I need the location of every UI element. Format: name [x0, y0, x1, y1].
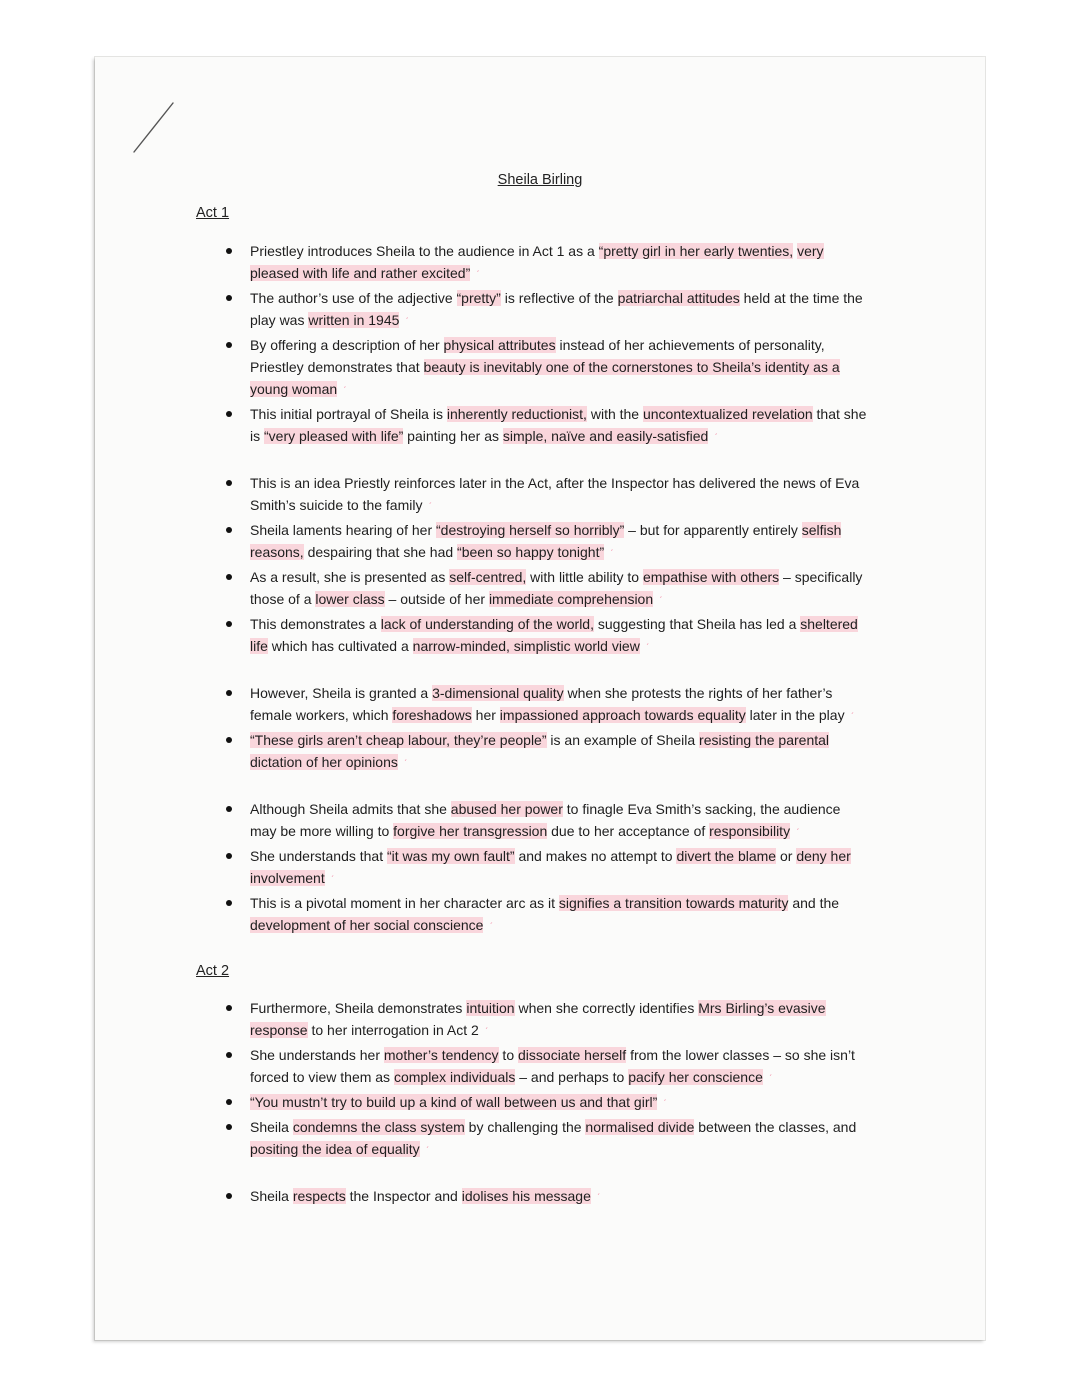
act-2-heading: Act 2 — [196, 963, 230, 979]
highlight-tick-mark: ˊ — [476, 270, 480, 281]
text-run: when she protests the rights of her father’s female workers, which — [250, 685, 833, 723]
highlighted-text: very pleased with life and rather excited” — [250, 243, 824, 281]
text-run: to her interrogation in Act 2 — [307, 1022, 479, 1038]
highlighted-text: Mrs Birling’s evasive response — [250, 1000, 826, 1038]
highlighted-text: respects — [292, 1188, 346, 1204]
highlighted-text: abused her power — [450, 801, 563, 817]
highlighted-text: simple, naïve and easily-satisfied — [502, 428, 709, 444]
bullet-item — [250, 287, 870, 334]
text-run: Although Sheila admits that she — [250, 801, 451, 817]
text-run: Priestley introduces Sheila to the audience in Act 1 as a — [250, 243, 599, 259]
text-run: Furthermore, Sheila demonstrates — [250, 1000, 467, 1016]
highlighted-text: self-centred, — [449, 569, 527, 585]
highlighted-text: 3-dimensional quality — [432, 685, 564, 701]
text-run: As a result, she is presented as — [250, 569, 450, 585]
bullet-item — [250, 845, 870, 892]
text-run: from the lower classes – so she isn’t forced to view them as — [250, 1047, 855, 1085]
act-2-bullet-list — [250, 997, 870, 1210]
text-run: This is an idea Priestly reinforces later in the Act, after the Inspector has delivered the news of Eva Smith’s suicide to the family — [250, 475, 860, 513]
highlighted-text: written in 1945 — [308, 312, 400, 328]
text-run: She understands that — [250, 848, 387, 864]
highlight-tick-mark: ˊ — [489, 922, 493, 933]
highlight-tick-mark: ˊ — [714, 433, 718, 444]
bullet-item — [250, 1091, 870, 1116]
text-run: held at the time the play was — [250, 290, 863, 328]
text-run: or — [776, 848, 797, 864]
highlighted-text: “pretty” — [456, 290, 501, 306]
bullet-item — [250, 892, 870, 939]
highlighted-text: idolises his message — [461, 1188, 591, 1204]
highlight-tick-mark: ˊ — [610, 549, 614, 560]
highlighted-text: development of her social conscience — [250, 917, 484, 933]
highlighted-text: pacify her conscience — [628, 1069, 763, 1085]
bullet-item — [250, 334, 870, 403]
text-run: and the — [788, 895, 840, 911]
highlighted-text: forgive her transgression — [393, 823, 548, 839]
highlighted-text: “destroying herself so horribly” — [436, 522, 625, 538]
highlighted-text: deny her involvement — [250, 848, 851, 886]
text-run: to finagle Eva Smith’s sacking, the audience may be more willing to — [250, 801, 841, 839]
text-run: By offering a description of her — [250, 337, 444, 353]
text-run: by challenging the — [464, 1119, 586, 1135]
highlighted-text: normalised divide — [585, 1119, 695, 1135]
text-run: due to her acceptance of — [547, 823, 710, 839]
highlighted-text: inherently reductionist, — [446, 406, 587, 422]
highlighted-text: patriarchal attitudes — [617, 290, 740, 306]
highlighted-text: empathise with others — [642, 569, 780, 585]
highlight-tick-mark: ˊ — [484, 1027, 489, 1038]
bullet-item — [250, 729, 870, 776]
highlighted-text: “very pleased with life” — [264, 428, 404, 444]
bullet-item — [250, 519, 870, 566]
text-run: This demonstrates a — [250, 616, 381, 632]
text-run: suggesting that Sheila has led a — [593, 616, 801, 632]
text-run: is reflective of the — [500, 290, 618, 306]
text-run: despairing that she had — [303, 544, 458, 560]
text-run: instead of her achievements of personality, Priestley demonstrates that — [250, 337, 825, 375]
highlight-tick-mark: ˊ — [405, 317, 409, 328]
text-run: Sheila — [250, 1188, 293, 1204]
act-1-bullet-list — [250, 240, 870, 939]
text-run: which has cultivated a — [267, 638, 413, 654]
highlighted-text: “been so happy tonight” — [457, 544, 605, 560]
text-run: This initial portrayal of Sheila is — [250, 406, 447, 422]
highlight-tick-mark: ˊ — [659, 596, 663, 607]
text-run: Sheila laments hearing of her — [250, 522, 436, 538]
highlight-tick-mark: ˊ — [768, 1074, 773, 1085]
highlighted-text: intuition — [466, 1000, 515, 1016]
highlight-tick-mark: ˊ — [343, 386, 347, 397]
text-run: However, Sheila is granted a — [250, 685, 433, 701]
bullet-item — [250, 1185, 870, 1210]
bullet-item — [250, 1044, 870, 1091]
text-run: Sheila — [250, 1119, 293, 1135]
act-1-heading: Act 1 — [196, 205, 230, 221]
highlighted-text: signifies a transition towards maturity — [558, 895, 789, 911]
highlight-tick-mark: ˊ — [645, 643, 650, 654]
pen-stroke-mark — [128, 100, 178, 160]
highlighted-text: “pretty girl in her early twenties, — [598, 243, 794, 259]
highlighted-text: positing the idea of equality — [250, 1141, 420, 1157]
text-run: painting her as — [403, 428, 503, 444]
text-run: her — [471, 707, 500, 723]
page-title: Sheila Birling — [497, 172, 583, 188]
highlighted-text: sheltered life — [250, 616, 858, 654]
text-run: is an example of Sheila — [546, 732, 700, 748]
highlighted-text: “it was my own fault” — [387, 848, 515, 864]
highlighted-text: “You mustn’t try to build up a kind of wall between us and that girl” — [250, 1094, 658, 1110]
bullet-item — [250, 472, 870, 519]
highlighted-text: resisting the parental dictation of her opinions — [250, 732, 830, 770]
highlighted-text: mother’s tendency — [383, 1047, 499, 1063]
highlighted-text: lack of understanding of the world, — [380, 616, 594, 632]
bullet-item — [250, 613, 870, 660]
highlight-tick-mark: ˊ — [425, 1146, 430, 1157]
bullet-item — [250, 682, 870, 729]
highlighted-text: condemns the class system — [292, 1119, 465, 1135]
highlighted-text: “These girls aren’t cheap labour, they’re people” — [250, 732, 547, 748]
highlighted-text: responsibility — [709, 823, 791, 839]
text-run: and makes no attempt to — [514, 848, 677, 864]
highlighted-text: physical attributes — [443, 337, 556, 353]
text-run: that she is — [250, 406, 867, 444]
text-run: with little ability to — [526, 569, 643, 585]
bullet-item — [250, 403, 870, 450]
highlight-tick-mark: ˊ — [330, 875, 335, 886]
text-run: the Inspector and — [345, 1188, 462, 1204]
highlighted-text: complex individuals — [393, 1069, 516, 1085]
highlight-tick-mark: ˊ — [428, 502, 432, 513]
highlighted-text: dissociate herself — [518, 1047, 627, 1063]
bullet-item — [250, 997, 870, 1044]
highlight-tick-mark: ˊ — [796, 828, 800, 839]
bullet-item — [250, 1116, 870, 1163]
highlighted-text: beauty is inevitably one of the cornerstones to Sheila’s identity as a young woman — [250, 359, 840, 397]
highlighted-text: impassioned approach towards equality — [499, 707, 746, 723]
text-run: between the classes, and — [694, 1119, 857, 1135]
text-run: The author’s use of the adjective — [250, 290, 457, 306]
highlight-tick-mark: ˊ — [403, 759, 408, 770]
highlight-tick-mark: ˊ — [850, 712, 854, 723]
bullet-item — [250, 566, 870, 613]
text-run: This is a pivotal moment in her character arc as it — [250, 895, 559, 911]
highlighted-text: lower class — [315, 591, 385, 607]
text-run: when she correctly identifies — [514, 1000, 699, 1016]
text-run: – but for apparently entirely — [624, 522, 802, 538]
highlight-tick-mark: ˊ — [663, 1099, 667, 1110]
bullet-item — [250, 240, 870, 287]
highlight-tick-mark: ˊ — [596, 1193, 601, 1204]
highlighted-text: uncontextualized revelation — [642, 406, 813, 422]
text-run: – and perhaps to — [515, 1069, 629, 1085]
highlighted-text: divert the blame — [676, 848, 777, 864]
text-run: – specifically those of a — [250, 569, 863, 607]
text-run: later in the play — [745, 707, 845, 723]
text-run: She understands her — [250, 1047, 384, 1063]
highlighted-text: foreshadows — [392, 707, 472, 723]
text-run: – outside of her — [384, 591, 489, 607]
bullet-item — [250, 798, 870, 845]
highlighted-text: narrow-minded, simplistic world view — [412, 638, 640, 654]
text-run: with the — [586, 406, 643, 422]
text-run: to — [498, 1047, 519, 1063]
highlighted-text: selfish reasons, — [250, 522, 842, 560]
highlighted-text: immediate comprehension — [488, 591, 654, 607]
